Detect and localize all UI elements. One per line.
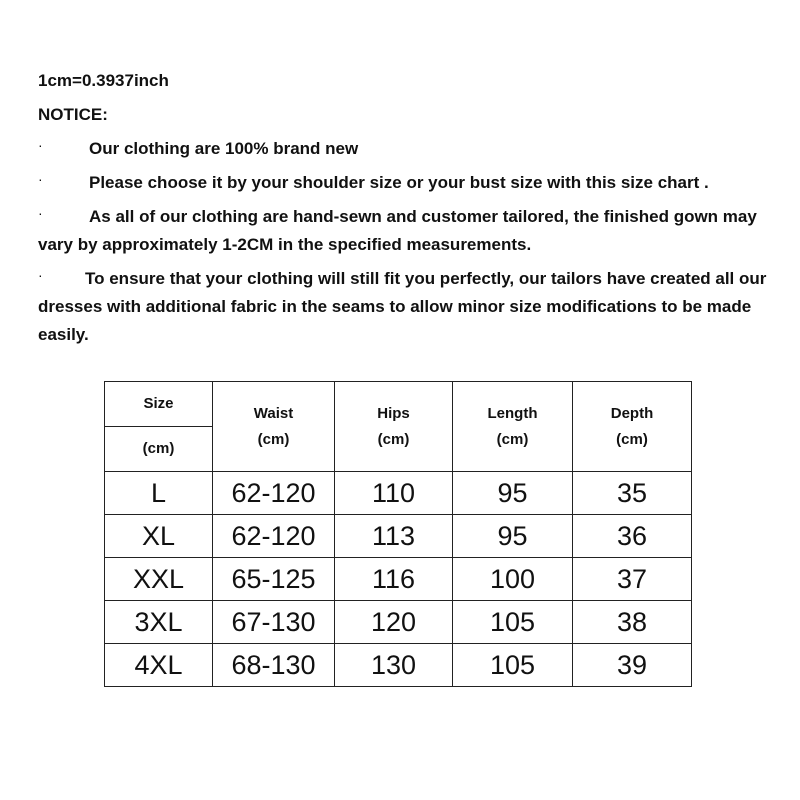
depth-cell: 37 — [573, 558, 692, 601]
notice-bullet — [38, 135, 788, 163]
table-row — [105, 515, 692, 558]
bullet-text: To ensure that your clothing will still fit you perfectly, our tailors have created all our dresses with additional fabric in the seams to allow minor size modifications to be made easily. — [38, 269, 767, 344]
table-row — [105, 644, 692, 687]
bullet-dot: · — [38, 137, 43, 153]
hips-cell: 130 — [335, 644, 453, 687]
size-chart-table — [104, 381, 692, 687]
bullet-dot: · — [38, 171, 43, 187]
length-cell: 95 — [453, 472, 573, 515]
waist-cell: 67-130 — [213, 601, 335, 644]
hips-cell: 120 — [335, 601, 453, 644]
depth-cell: 35 — [573, 472, 692, 515]
bullet-dot: · — [38, 205, 43, 221]
size-cell: 4XL — [105, 644, 213, 687]
column-header-label: Depth — [610, 404, 654, 422]
column-header-length — [453, 382, 573, 472]
notice-bullet — [38, 265, 788, 349]
column-header-label: Hips — [377, 404, 410, 422]
table-row — [105, 558, 692, 601]
column-header-depth — [573, 382, 692, 472]
hips-cell: 110 — [335, 472, 453, 515]
column-header-unit: (cm) — [257, 430, 290, 448]
column-header-waist — [213, 382, 335, 472]
waist-cell: 62-120 — [213, 515, 335, 558]
depth-cell: 39 — [573, 644, 692, 687]
column-header-hips — [335, 382, 453, 472]
column-header-unit: (cm) — [616, 430, 648, 448]
waist-cell: 68-130 — [213, 644, 335, 687]
size-header: Size — [105, 382, 213, 427]
length-cell: 105 — [453, 601, 573, 644]
column-header-label: Waist — [253, 404, 294, 422]
depth-cell: 38 — [573, 601, 692, 644]
bullet-text: As all of our clothing are hand-sewn and customer tailored, the finished gown may vary by approximately 1-2CM in the specified measurements. — [38, 207, 757, 254]
unit-conversion-text: 1cm=0.3937inch — [38, 71, 169, 90]
length-cell: 95 — [453, 515, 573, 558]
waist-cell: 62-120 — [213, 472, 335, 515]
hips-cell: 116 — [335, 558, 453, 601]
size-unit-header: (cm) — [105, 427, 213, 472]
table-row — [105, 472, 692, 515]
column-header-unit: (cm) — [377, 430, 410, 448]
column-header-unit: (cm) — [496, 430, 529, 448]
length-cell: 100 — [453, 558, 573, 601]
bullet-dot: · — [38, 267, 43, 283]
notice-bullet — [38, 203, 788, 259]
size-cell: L — [105, 472, 213, 515]
size-cell: 3XL — [105, 601, 213, 644]
notice-title: NOTICE: — [38, 105, 108, 124]
table-row — [105, 601, 692, 644]
notice-section — [38, 67, 788, 355]
waist-cell: 65-125 — [213, 558, 335, 601]
bullet-text: Please choose it by your shoulder size or your bust size with this size chart . — [89, 173, 709, 192]
size-chart — [104, 381, 692, 687]
depth-cell: 36 — [573, 515, 692, 558]
hips-cell: 113 — [335, 515, 453, 558]
size-cell: XXL — [105, 558, 213, 601]
column-header-label: Length — [487, 404, 538, 422]
notice-bullet — [38, 169, 788, 197]
size-cell: XL — [105, 515, 213, 558]
bullet-text: Our clothing are 100% brand new — [89, 139, 359, 158]
length-cell: 105 — [453, 644, 573, 687]
